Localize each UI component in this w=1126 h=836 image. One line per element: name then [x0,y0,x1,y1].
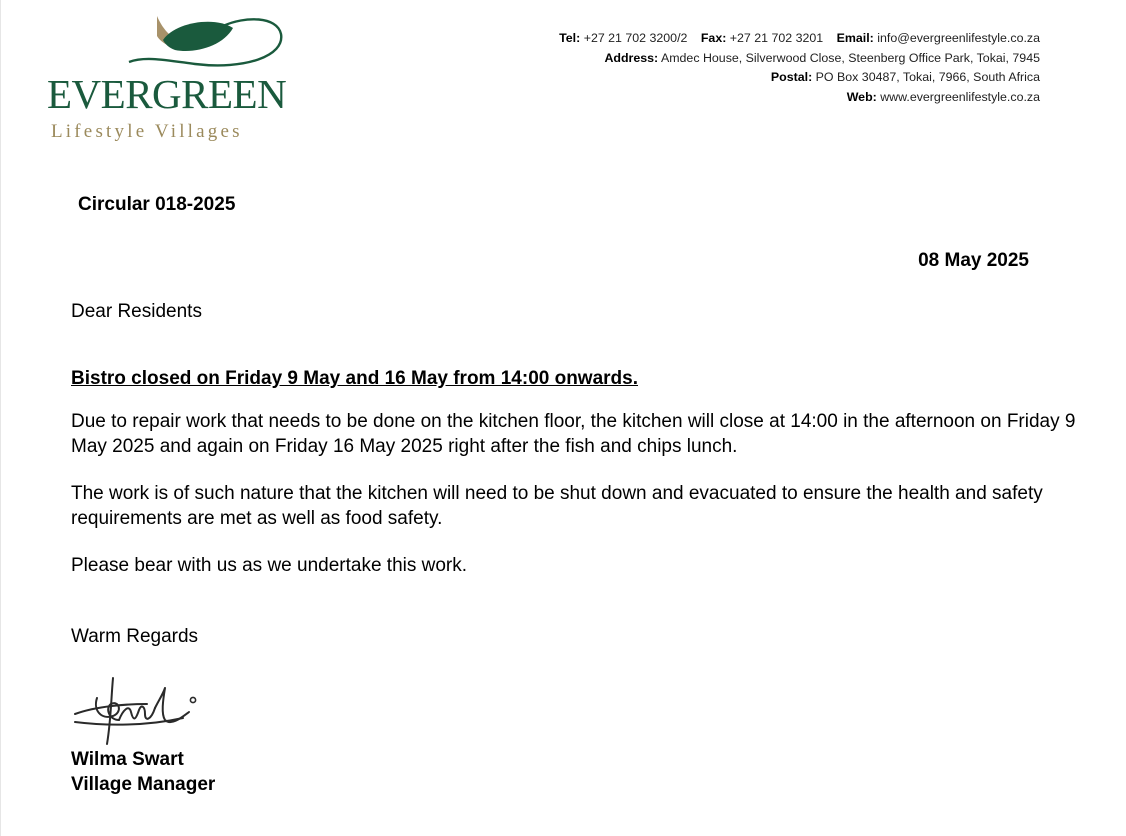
logo-wordmark: EVERGREEN [47,71,287,117]
letter-date: 08 May 2025 [918,250,1029,271]
subject-heading: Bistro closed on Friday 9 May and 16 May from 14:00 onwards. [71,368,639,389]
contact-line-address [559,49,1040,69]
fax-label: Fax: [700,31,727,45]
signer-name: Wilma Swart [71,749,184,770]
tel-value: +27 21 702 3200/2 [583,31,688,45]
postal-label: Postal: [770,70,813,84]
body-paragraph: Due to repair work that needs to be done on the kitchen floor, the kitchen will close at 14:00 in the afternoon on Friday 9 May 2025 and again on Friday 16 May 2025 right after the fish and chips lunch. [71,411,1076,457]
signature-icon [67,670,207,755]
email-value[interactable]: info@evergreenlifestyle.co.za [877,31,1040,45]
salutation: Dear Residents [71,301,202,322]
contact-line-phone [559,29,1040,49]
tel-label: Tel: [559,31,581,45]
fax-value: +27 21 702 3201 [729,31,824,45]
closing: Warm Regards [71,626,199,647]
circular-number: Circular 018-2025 [78,194,236,215]
contact-line-postal [559,68,1040,88]
address-value: Amdec House, Silverwood Close, Steenberg Office Park, Tokai, 7945 [660,50,1040,65]
body-paragraph: Please bear with us as we undertake this work. [71,555,468,576]
contact-line-web [559,88,1040,108]
signer-title: Village Manager [71,774,216,795]
email-label: Email: [836,31,874,45]
logo-tagline: Lifestyle Villages [51,121,243,142]
body-paragraph: The work is of such nature that the kitchen will need to be shut down and evacuated to ensure the health and safety requirements are met as well as food safety. [71,483,1043,529]
contact-block [559,29,1040,107]
web-value[interactable]: www.evergreenlifestyle.co.za [880,89,1040,104]
evergreen-logo [45,12,295,147]
signer-block [71,747,215,797]
postal-value: PO Box 30487, Tokai, 7966, South Africa [815,70,1040,84]
web-label: Web: [846,89,877,104]
address-label: Address: [604,50,659,65]
